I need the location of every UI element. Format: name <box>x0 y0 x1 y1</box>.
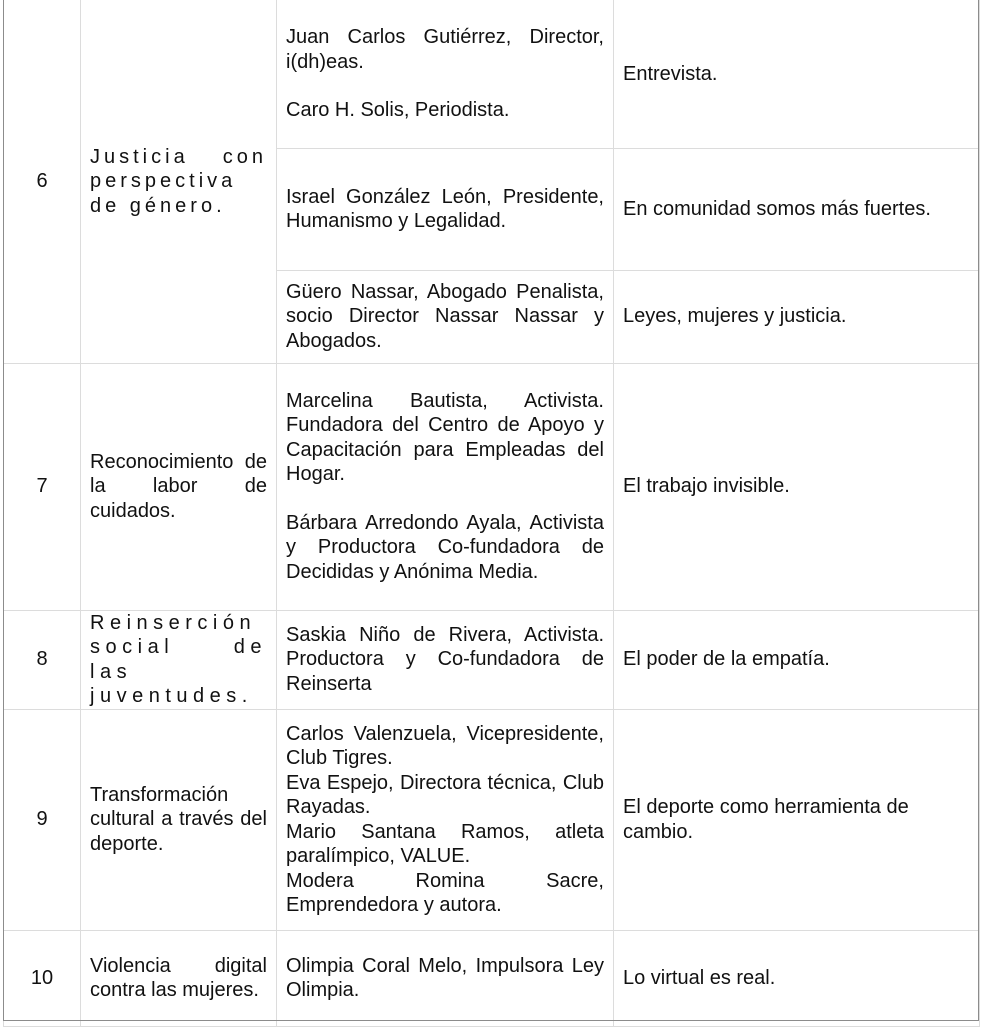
guests-cell <box>277 270 614 363</box>
guest-entry: Eva Espejo, Directora técnica, Club Rayadas. <box>286 771 604 818</box>
row-number: 10 <box>4 930 81 1026</box>
session-title: Lo virtual es real. <box>614 930 980 1026</box>
guest-entry: Juan Carlos Gutiérrez, Director, i(dh)eas. <box>286 26 604 73</box>
row-number: 7 <box>4 363 81 610</box>
guest-entry: Mario Santana Ramos, atleta paralímpico, VALUE. <box>286 820 604 867</box>
table-row <box>4 709 980 930</box>
session-title: Leyes, mujeres y justicia. <box>614 270 980 363</box>
guests-cell <box>277 610 614 709</box>
session-title: En comunidad somos más fuertes. <box>614 148 980 270</box>
guest-entry: Marcelina Bautista, Activista. Fundadora del Centro de Apoyo y Capacitación para Empleadas del Hogar. <box>286 389 604 486</box>
guest-entry: Carlos Valenzuela, Vicepresidente, Club Tigres. <box>286 722 604 769</box>
guest-entry: Bárbara Arredondo Ayala, Activista y Productora Co-fundadora de Decididas y Anónima Media. <box>286 511 604 583</box>
row-number: 6 <box>4 0 81 363</box>
guests-cell <box>277 930 614 1026</box>
table-row <box>4 0 980 148</box>
row-topic: Reconocimiento de la labor de cuidados. <box>81 363 277 610</box>
row-topic: Justicia con perspectiva de género. <box>81 0 277 363</box>
guests-cell <box>277 148 614 270</box>
guests-cell <box>277 709 614 930</box>
row-topic: Transformación cultural a través del deporte. <box>81 709 277 930</box>
row-topic: Reinserción social de las juventudes. <box>81 610 277 709</box>
table-row <box>4 930 980 1026</box>
row-number: 9 <box>4 709 81 930</box>
row-number: 8 <box>4 610 81 709</box>
table-row <box>4 363 980 610</box>
session-title: Entrevista. <box>614 0 980 148</box>
session-title: El poder de la empatía. <box>614 610 980 709</box>
row-topic: Violencia digital contra las mujeres. <box>81 930 277 1026</box>
session-title: El trabajo invisible. <box>614 363 980 610</box>
table-row <box>4 610 980 709</box>
guest-entry: Modera Romina Sacre, Emprendedora y autora. <box>286 869 604 916</box>
guests-cell <box>277 363 614 610</box>
guest-entry: Olimpia Coral Melo, Impulsora Ley Olimpia. <box>286 954 604 1001</box>
guest-entry: Saskia Niño de Rivera, Activista. Productora y Co-fundadora de Reinserta <box>286 623 604 695</box>
session-title: El deporte como herramienta de cambio. <box>614 709 980 930</box>
guest-entry: Israel González León, Presidente, Humanismo y Legalidad. <box>286 185 604 232</box>
guest-entry: Caro H. Solis, Periodista. <box>286 99 510 121</box>
guests-cell <box>277 0 614 148</box>
guest-entry: Güero Nassar, Abogado Penalista, socio Director Nassar Nassar y Abogados. <box>286 280 604 352</box>
agenda-table <box>3 0 980 1027</box>
